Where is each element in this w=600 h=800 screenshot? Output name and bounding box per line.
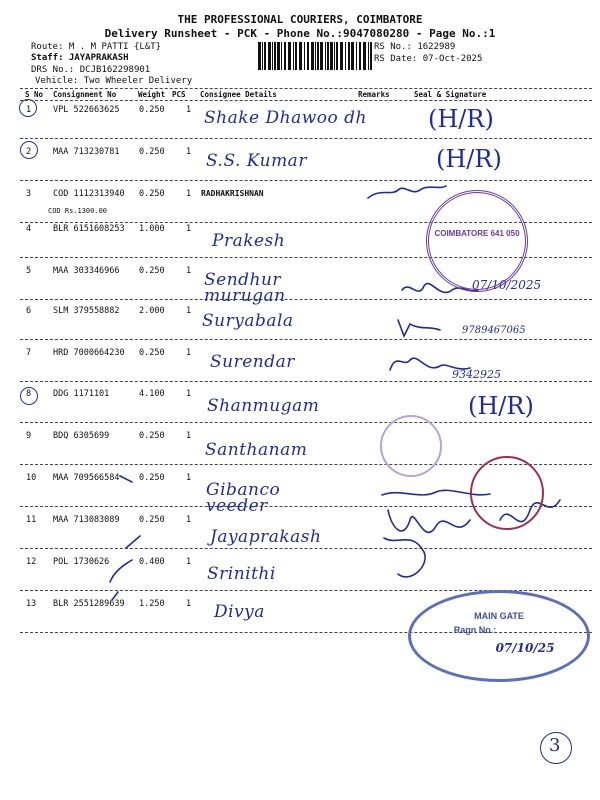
sno-circle-mark xyxy=(19,99,37,117)
signature-hr: (H/R) xyxy=(468,392,534,420)
col-weight: Weight xyxy=(138,90,166,99)
signature-hr: (H/R) xyxy=(428,105,494,133)
row-weight: 1.000 xyxy=(139,224,165,234)
row-sno: 12 xyxy=(26,557,37,567)
row-sno: 1 xyxy=(26,105,32,115)
row-consignment-no: BDQ 6305699 xyxy=(53,431,110,441)
signature-phone: 9789467065 xyxy=(462,325,526,336)
row-consignment-no: BLR 2551289639 xyxy=(53,599,125,609)
row-consignment-no: MAA 713230781 xyxy=(53,147,120,157)
row-consignment-no: COD 1112313940 xyxy=(53,189,125,199)
company-title: THE PROFESSIONAL COURIERS, COIMBATORE xyxy=(177,13,423,26)
sno-circle-mark xyxy=(20,387,38,405)
row-pcs: 1 xyxy=(186,431,192,441)
col-consignee: Consignee Details xyxy=(200,90,277,99)
signature-hr: (H/R) xyxy=(436,145,502,173)
row-pcs: 1 xyxy=(186,147,192,157)
row-pcs: 1 xyxy=(186,515,192,525)
drs-text: DRS No.: DCJB162298901 xyxy=(31,65,151,75)
row-sno: 6 xyxy=(26,306,32,316)
row-sno: 3 xyxy=(26,189,32,199)
row-sno: 13 xyxy=(26,599,37,609)
row-consignment-no: MAA 713083089 xyxy=(53,515,120,525)
row-weight: 2.000 xyxy=(139,306,165,316)
row-sno: 8 xyxy=(26,389,32,399)
handwritten-consignee: Santhanam xyxy=(205,440,308,460)
col-seal: Seal & Signature xyxy=(414,90,487,99)
row-pcs: 1 xyxy=(186,389,192,399)
row-sno: 11 xyxy=(26,515,37,525)
row-weight: 4.100 xyxy=(139,389,165,399)
row-pcs: 1 xyxy=(186,189,192,199)
stamp-ragn-label: Ragn No.: xyxy=(453,625,497,635)
row-pcs: 1 xyxy=(186,105,192,115)
row-weight: 0.250 xyxy=(139,473,165,483)
col-pcs: PCS xyxy=(172,90,186,99)
rs-date: RS Date: 07-Oct-2025 xyxy=(374,54,483,64)
row-consignment-no: POL 1730626 xyxy=(53,557,110,567)
row-consignment-no: BLR 6151608253 xyxy=(53,224,125,234)
row-consignment-no: VPL 522663625 xyxy=(53,105,120,115)
handwritten-consignee: Shanmugam xyxy=(207,396,320,416)
signature-phone: 9342925 xyxy=(452,368,501,381)
row-weight: 0.250 xyxy=(139,515,165,525)
row-pcs: 1 xyxy=(186,557,192,567)
company-stamp xyxy=(426,190,528,292)
row-weight: 1.250 xyxy=(139,599,165,609)
row-consignment-no: HRD 7000664230 xyxy=(53,348,125,358)
route-text: Route: M . M PATTI {L&T} xyxy=(31,42,162,52)
row-sno: 7 xyxy=(26,348,32,358)
row-pcs: 1 xyxy=(186,224,192,234)
vehicle-text: Vehicle: Two Wheeler Delivery xyxy=(35,76,193,86)
sno-circle-mark xyxy=(20,141,38,159)
page-number-mark: 3 xyxy=(549,735,561,756)
cod-note: COD Rs.1300.00 xyxy=(48,207,108,215)
main-gate-stamp xyxy=(408,590,590,682)
row-pcs: 1 xyxy=(186,266,192,276)
handwritten-consignee: Divya xyxy=(214,602,265,622)
col-consignment: Consignment No xyxy=(53,90,117,99)
handwritten-consignee: Prakesh xyxy=(212,231,286,251)
red-stamp xyxy=(470,456,544,530)
row-consignment-no: MAA 303346966 xyxy=(53,266,120,276)
rs-number: RS No.: 1622989 xyxy=(374,42,456,52)
row-consignment-no: DDG 1171101 xyxy=(53,389,110,399)
row-weight: 0.250 xyxy=(139,431,165,441)
handwritten-consignee: Srinithi xyxy=(207,564,276,584)
runsheet-title: Delivery Runsheet - PCK - Phone No.:9047080280 - Page No.:1 xyxy=(104,27,496,40)
row-weight: 0.250 xyxy=(139,348,165,358)
row-weight: 0.250 xyxy=(139,147,165,157)
row-consignee-printed: RADHAKRISHNAN xyxy=(201,189,264,198)
handwritten-consignee: Shake Dhawoo dh xyxy=(204,108,367,128)
staff-text: Staff: JAYAPRAKASH xyxy=(31,53,129,63)
row-consignment-no: MAA 709566584 xyxy=(53,473,120,483)
col-remarks: Remarks xyxy=(358,90,390,99)
handwritten-consignee: Sendhur murugan xyxy=(204,270,286,306)
page-number-circle xyxy=(540,732,572,764)
signature-date: 07/10/2025 xyxy=(472,278,542,292)
row-weight: 0.250 xyxy=(139,105,165,115)
col-sno: S No xyxy=(25,90,44,99)
stamp-ragn-date: 07/10/25 xyxy=(495,641,555,655)
handwritten-consignee: Surendar xyxy=(210,352,295,372)
handwritten-consignee: Jayaprakash xyxy=(210,527,322,547)
row-sno: 10 xyxy=(26,473,37,483)
row-sno: 2 xyxy=(26,147,32,157)
row-pcs: 1 xyxy=(186,599,192,609)
row-sno: 5 xyxy=(26,266,32,276)
stamp-main-gate: MAIN GATE xyxy=(474,611,524,621)
row-pcs: 1 xyxy=(186,348,192,358)
handwritten-consignee: Suryabala xyxy=(202,311,294,331)
row-sno: 4 xyxy=(26,224,32,234)
row-weight: 0.250 xyxy=(139,189,165,199)
row-weight: 0.400 xyxy=(139,557,165,567)
faded-stamp xyxy=(380,415,442,477)
handwritten-consignee: Gibanco veeder xyxy=(206,480,281,516)
row-sno: 9 xyxy=(26,431,32,441)
row-pcs: 1 xyxy=(186,306,192,316)
row-pcs: 1 xyxy=(186,473,192,483)
handwritten-consignee: S.S. Kumar xyxy=(206,151,307,171)
stamp-text: COIMBATORE 641 050 xyxy=(434,229,520,238)
row-weight: 0.250 xyxy=(139,266,165,276)
row-consignment-no: SLM 379558882 xyxy=(53,306,120,316)
